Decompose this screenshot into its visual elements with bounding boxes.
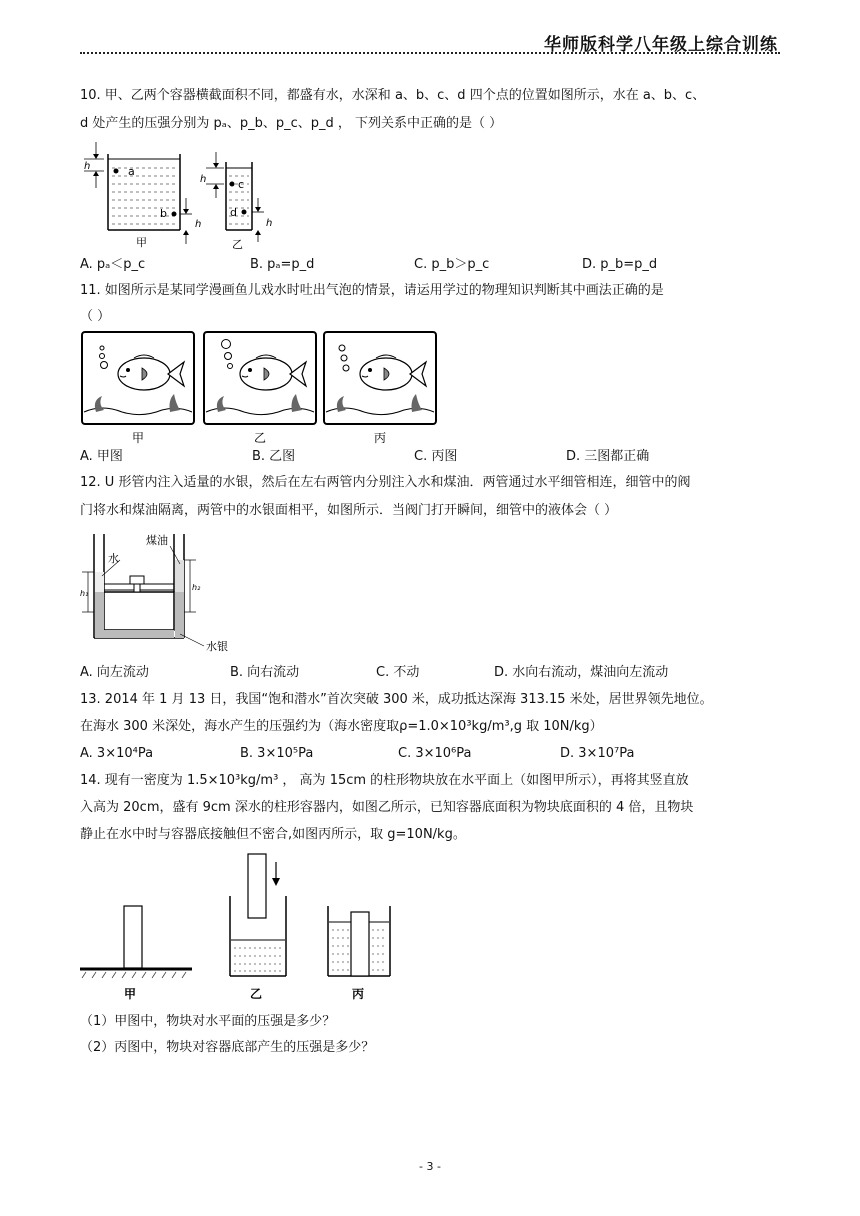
label-jia: 甲 xyxy=(136,236,147,249)
label-d: d xyxy=(230,206,237,219)
q10-option-d[interactable]: D. p_b=p_d xyxy=(582,257,658,272)
label-h2: h₂ xyxy=(192,583,201,592)
q10-option-c[interactable]: C. p_b＞p_c xyxy=(414,257,490,272)
q12-figure xyxy=(80,528,250,656)
q12-text-line1: 12. U 形管内注入适量的水银，然后在左右两管内分别注入水和煤油．两管通过水平细管相连，细管中的阀 xyxy=(80,475,691,490)
q14-text-line2: 入高为 20cm，盛有 9cm 深水的柱形容器内，如图乙所示，已知容器底面积为物块底面积的 4 倍，且物块 xyxy=(80,800,694,815)
fish-label-jia: 甲 xyxy=(132,431,145,445)
label-water: 水 xyxy=(108,552,119,565)
q13-text-line1: 13. 2014 年 1 月 13 日，我国“饱和潜水”首次突破 300 米，成功抵达深海 313.15 米处，居世界领先地位。 xyxy=(80,692,713,707)
q10-text-line2: d 处产生的压强分别为 pₐ、p_b、p_c、p_d ， 下列关系中正确的是（ ） xyxy=(80,116,503,131)
container-jia xyxy=(84,142,201,249)
label-h-4: h xyxy=(266,218,273,229)
q13-option-b[interactable]: B. 3×10⁵Pa xyxy=(240,746,314,761)
q14-subquestion-2: （2）丙图中，物块对容器底部产生的压强是多少？ xyxy=(80,1040,375,1055)
q14-label-jia: 甲 xyxy=(124,987,137,1001)
q13-option-d[interactable]: D. 3×10⁷Pa xyxy=(560,746,635,761)
q12-option-d[interactable]: D. 水向右流动，煤油向左流动 xyxy=(494,665,669,680)
label-a: a xyxy=(128,165,135,178)
label-b: b xyxy=(160,207,167,220)
label-kerosene: 煤油 xyxy=(146,534,168,547)
q14-panel-bing xyxy=(328,906,390,1001)
label-h-1: h xyxy=(84,161,91,172)
q14-subquestion-1: （1）甲图中，物块对水平面的压强是多少？ xyxy=(80,1014,336,1029)
q13-option-a[interactable]: A. 3×10⁴Pa xyxy=(80,746,154,761)
q12-option-a[interactable]: A. 向左流动 xyxy=(80,665,149,680)
q14-panel-jia xyxy=(80,906,192,1001)
header-title: 华师版科学八年级上综合训练 xyxy=(544,35,778,55)
page-number: - 3 - xyxy=(419,1160,441,1173)
q10-option-a[interactable]: A. pₐ＜p_c xyxy=(80,257,146,272)
q10-option-b[interactable]: B. pₐ=p_d xyxy=(250,257,315,272)
header-divider xyxy=(80,52,780,54)
q13-text-line2: 在海水 300 米深处，海水产生的压强约为（海水密度取ρ=1.0×10³kg/m³,g 取 10N/kg） xyxy=(80,719,603,734)
label-h-2: h xyxy=(195,219,202,230)
q11-figure xyxy=(80,330,440,446)
q11-option-d[interactable]: D. 三图都正确 xyxy=(566,449,650,464)
label-mercury: 水银 xyxy=(206,640,228,653)
q14-figure xyxy=(80,848,400,1006)
q11-option-b[interactable]: B. 乙图 xyxy=(252,449,296,464)
fish-panel-bing xyxy=(324,332,436,445)
q11-text-line2: （ ） xyxy=(80,309,111,324)
q12-option-b[interactable]: B. 向右流动 xyxy=(230,665,300,680)
q11-option-a[interactable]: A. 甲图 xyxy=(80,449,123,464)
q12-text-line2: 门将水和煤油隔离，两管中的水银面相平，如图所示．当阀门打开瞬间，细管中的液体会（ ） xyxy=(80,503,618,518)
q13-option-c[interactable]: C. 3×10⁶Pa xyxy=(398,746,472,761)
q10-figure xyxy=(80,138,280,254)
q12-option-c[interactable]: C. 不动 xyxy=(376,665,420,680)
q14-text-line1: 14. 现有一密度为 1.5×10³kg/m³ ， 高为 15cm 的柱形物块放在水平面上（如图甲所示），再将其竖直放 xyxy=(80,773,689,788)
fish-label-bing: 丙 xyxy=(374,431,387,445)
q10-text-line1: 10. 甲、乙两个容器横截面积不同，都盛有水，水深和 a、b、c、d 四个点的位置如图所示，水在 a、b、c、 xyxy=(80,88,706,103)
container-yi xyxy=(200,152,272,251)
fish-panel-jia xyxy=(82,332,194,445)
q14-label-bing: 丙 xyxy=(352,987,365,1001)
fish-label-yi: 乙 xyxy=(254,431,267,445)
label-h1: h₁ xyxy=(80,589,89,598)
label-yi: 乙 xyxy=(232,238,243,251)
q14-label-yi: 乙 xyxy=(250,987,263,1001)
q11-option-c[interactable]: C. 丙图 xyxy=(414,449,458,464)
q14-text-line3: 静止在水中时与容器底接触但不密合,如图丙所示，取 g=10N/kg。 xyxy=(80,827,466,842)
q14-panel-yi xyxy=(230,854,286,1001)
fish-panel-yi xyxy=(204,332,316,445)
label-h-3: h xyxy=(200,174,207,185)
label-c: c xyxy=(238,178,245,191)
u-tube xyxy=(80,533,228,653)
q11-text-line1: 11. 如图所示是某同学漫画鱼儿戏水时吐出气泡的情景，请运用学过的物理知识判断其中画法正确的是 xyxy=(80,283,664,298)
